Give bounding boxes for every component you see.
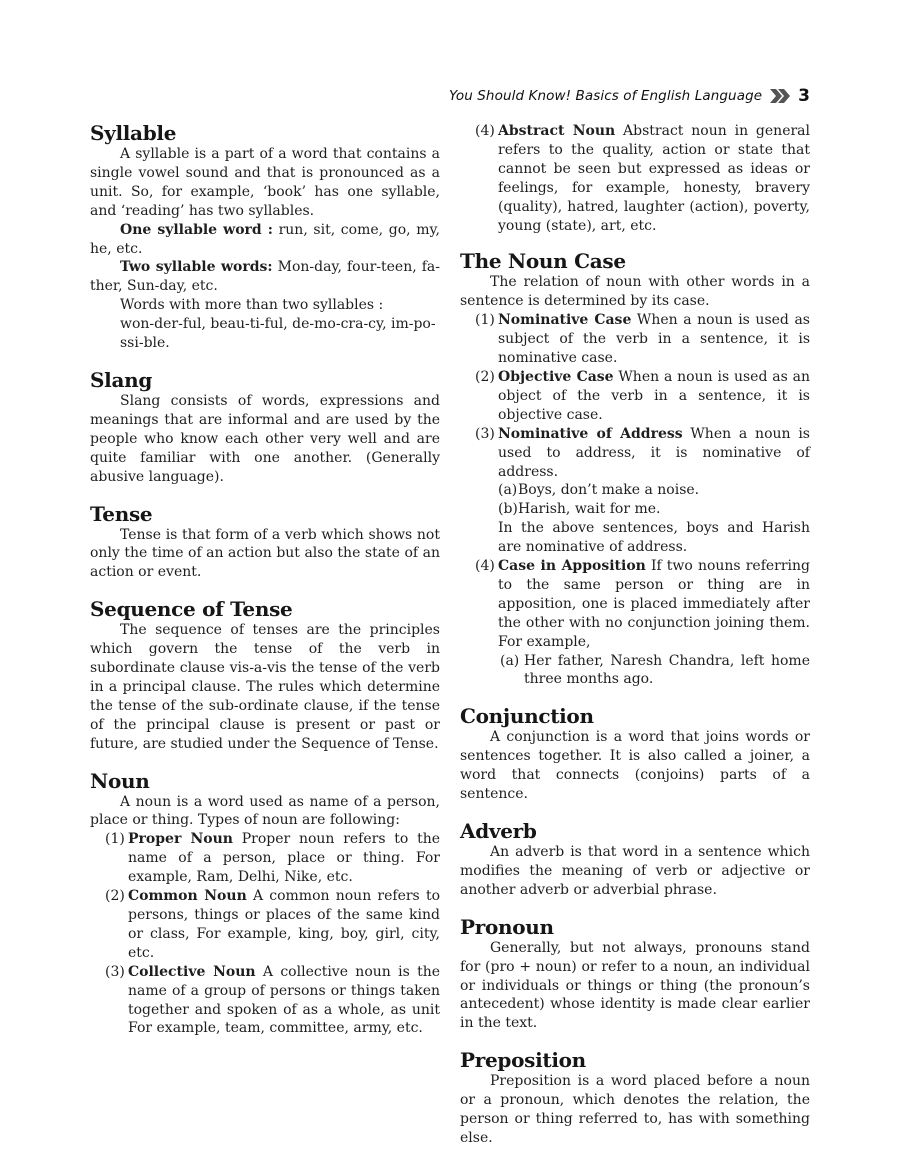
noun-case-paragraph: The relation of noun with other words in a sentence is determined by its case. — [460, 274, 810, 310]
heading-tense: Tense — [90, 501, 153, 526]
running-header — [449, 84, 810, 108]
page-number: 3 — [798, 86, 810, 106]
case-text: When a noun is used as an object of the verb in a sentence, it is objective case. — [498, 368, 810, 423]
noun-type-item — [460, 122, 810, 235]
noun-type-term: Abstract Noun — [498, 123, 616, 139]
example-text: Her father, Naresh Chandra, left home three months ago. — [524, 652, 810, 688]
noun-type-text: Proper noun refers to the name of a person, place or thing. For example, Ram, Delhi, Nike, etc. — [128, 831, 440, 886]
more-syllable-text: won-der-ful, beau-ti-ful, de-mo-cra-cy, im-po-ssi-ble. — [120, 316, 436, 352]
address-note: In the above sentences, boys and Harish are nominative of address. — [498, 520, 810, 556]
slang-paragraph: Slang consists of words, expressions and meanings that are informal and are used by the people who know each other very well and are quite familiar with one another. (Generally abusive language). — [90, 392, 440, 485]
noun-paragraph: A noun is a word used as name of a person, place or thing. Types of noun are following: — [90, 793, 440, 829]
example-text: Harish, wait for me. — [518, 501, 661, 518]
noun-type-text: Abstract noun in general refers to the quality, action or state that cannot be seen but expressed as ideas or feelings, for example, honesty, bravery (quality), hatred, laughter (action), poverty, young (state), art, etc. — [498, 123, 810, 234]
list-number: (3) — [475, 425, 495, 442]
heading-preposition: Preposition — [460, 1048, 586, 1073]
noun-type-term: Proper Noun — [128, 831, 233, 848]
list-number: (3) — [105, 963, 125, 980]
heading-noun-case: The Noun Case — [460, 249, 626, 274]
pronoun-paragraph: Generally, but not always, pronouns stand for (pro + noun) or refer to a noun, an individual or individuals or things or thing (the pronoun’s antecedent) whose identity is made clear earlier in the text. — [460, 939, 810, 1032]
example-item — [460, 481, 810, 500]
preposition-paragraph: Preposition is a word placed before a noun or a pronoun, which denotes the relation, the person or thing referred to, has with something else. — [460, 1073, 810, 1146]
conjunction-paragraph: A conjunction is a word that joins words or sentences together. It is also called a joiner, a word that connects (conjoins) parts of a sentence. — [460, 729, 810, 803]
noun-type-text: A collective noun is the name of a group of persons or things taken together and spoken of as a whole, as unit For example, team, committee, army, etc. — [128, 963, 440, 1037]
example-letter: (a) — [498, 482, 518, 499]
heading-syllable: Syllable — [90, 121, 177, 145]
two-syllable-label: Two syllable words: — [120, 259, 273, 276]
more-syllable-label: Words with more than two syllables : — [120, 297, 384, 314]
list-number: (4) — [475, 558, 495, 575]
case-term: Case in Apposition — [498, 558, 646, 575]
case-item — [460, 368, 810, 425]
example-item — [460, 500, 810, 519]
right-column — [460, 122, 810, 1148]
heading-noun: Noun — [90, 768, 150, 793]
list-number: (2) — [105, 888, 125, 905]
example-text: Boys, don’t make a noise. — [518, 482, 700, 499]
adverb-paragraph: An adverb is that word in a sentence which modifies the meaning of verb or adjective or another adverb or adverbial phrase. — [460, 844, 810, 898]
list-number: (2) — [475, 368, 495, 385]
list-number: (1) — [105, 831, 125, 848]
noun-type-term: Collective Noun — [128, 963, 256, 980]
noun-type-item — [90, 830, 440, 887]
heading-pronoun: Pronoun — [460, 914, 554, 939]
noun-type-text: A common noun refers to persons, things or places of the same kind or class, For example, king, boy, girl, city, etc. — [128, 888, 440, 961]
one-syllable-line — [90, 221, 440, 259]
heading-slang: Slang — [90, 367, 153, 392]
noun-type-item — [90, 887, 440, 963]
example-item — [460, 652, 810, 690]
list-number: (4) — [475, 123, 495, 139]
case-term: Objective Case — [498, 368, 614, 385]
syllable-paragraph: A syllable is a part of a word that contains a single vowel sound and that is pronounced as a unit. So, for example, ‘book’ has one syllable, and ‘reading’ has two syllables. — [90, 146, 440, 219]
book-title: You Should Know! Basics of English Language — [448, 88, 763, 104]
noun-type-item — [90, 963, 440, 1039]
case-text: When a noun is used as subject of the verb in a sentence, it is nominative case. — [498, 312, 810, 367]
heading-sequence-of-tense: Sequence of Tense — [90, 597, 293, 622]
tense-paragraph: Tense is that form of a verb which shows not only the time of an action but also the state of an action or event. — [90, 526, 440, 581]
case-text: When a noun is used to address, it is nominative of address. — [498, 425, 810, 480]
left-column — [90, 121, 440, 1038]
case-item — [460, 425, 810, 482]
double-chevron-icon — [770, 89, 790, 103]
list-number: (1) — [475, 312, 495, 329]
example-letter: (a) — [500, 652, 520, 669]
case-item — [460, 557, 810, 652]
case-item — [460, 311, 810, 368]
heading-conjunction: Conjunction — [460, 704, 594, 729]
case-text: If two nouns referring to the same person or thing are in apposition, one is placed immediately after the other with no conjunction joining them. For example, — [498, 558, 811, 650]
two-syllable-line — [90, 258, 440, 296]
one-syllable-text: run, sit, come, go, my, he, etc. — [90, 221, 440, 257]
noun-type-term: Common Noun — [128, 888, 247, 905]
case-term: Nominative of Address — [498, 425, 683, 442]
two-syllable-text: Mon-day, four-teen, fa-ther, Sun-day, etc. — [90, 259, 440, 295]
example-letter: (b) — [498, 501, 518, 518]
one-syllable-label: One syllable word : — [120, 221, 273, 238]
heading-adverb: Adverb — [460, 819, 537, 843]
case-term: Nominative Case — [498, 312, 632, 329]
sequence-paragraph: The sequence of tenses are the principles which govern the tense of the verb in subordinate clause vis-a-vis the tense of the verb in a principal clause. The rules which determine the tense of the sub-ordinate clause, if the tense of the principal clause is present or past or future, are studied under the Sequence of Tense. — [90, 622, 440, 752]
